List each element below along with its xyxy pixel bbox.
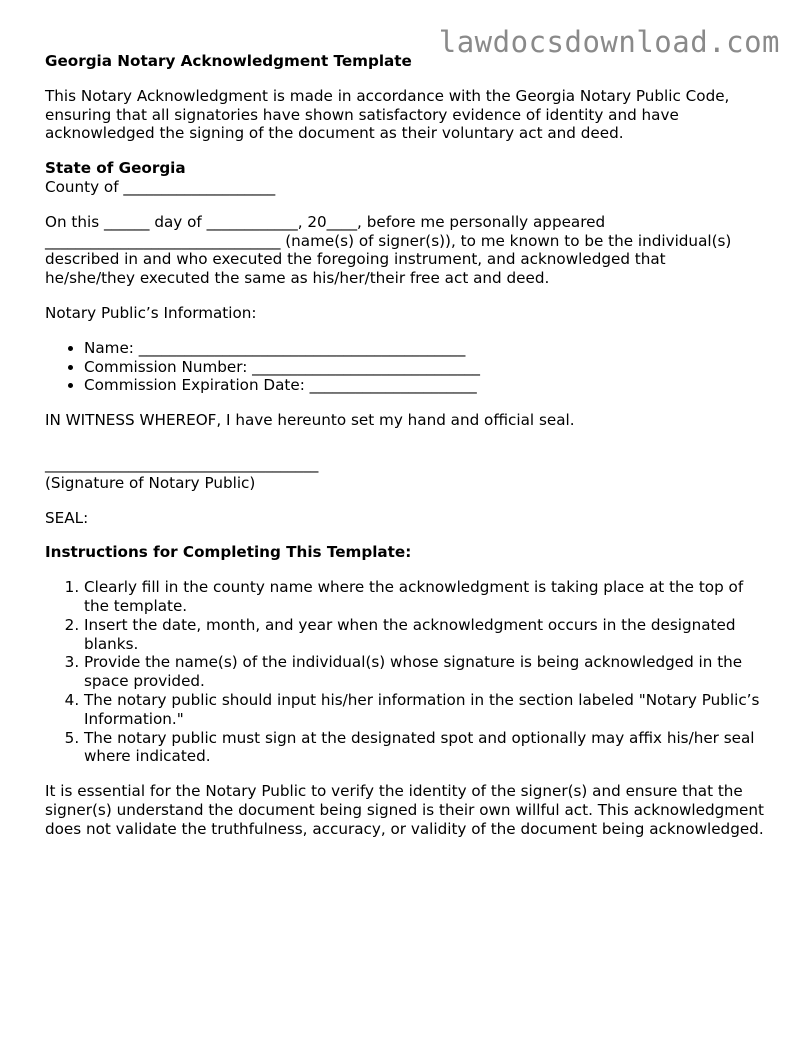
document-title: Georgia Notary Acknowledgment Template [45, 52, 412, 70]
seal-label: SEAL: [45, 508, 89, 527]
venue-block [45, 159, 770, 197]
instructions-list [45, 578, 770, 766]
instruction-item: 5. The notary public must sign at the designated spot and optionally may affix his/her seal where indicated. [84, 729, 770, 767]
notary-info-list [45, 339, 770, 395]
commission-number-item: • Commission Number: ______________________________ [84, 358, 770, 377]
state-heading: State of Georgia [45, 159, 186, 178]
document-body [45, 52, 770, 855]
watermark: lawdocsdownload.com [438, 25, 780, 59]
appearance-line-1: On this ______ day of ____________, 20____, before me personally appeared [45, 212, 606, 231]
instruction-item: 4. The notary public should input his/her information in the section labeled "Notary Public’s Information." [84, 691, 770, 729]
instruction-item: 2. Insert the date, month, and year when the acknowledgment occurs in the designated blanks. [84, 616, 770, 654]
county-line: County of ____________________ [45, 177, 276, 196]
signature-label: (Signature of Notary Public) [45, 473, 256, 492]
notary-name-item: • Name: ___________________________________________ [84, 339, 770, 358]
witness-statement: IN WITNESS WHEREOF, I have hereunto set my hand and official seal. [45, 411, 575, 430]
instruction-item: 1. Clearly fill in the county name where the acknowledgment is taking place at the top of the template. [84, 578, 770, 616]
appearance-line-2: _______________________________ (name(s) of signer(s)), to me known to be the individual(s) [45, 231, 732, 250]
appearance-paragraph [45, 213, 770, 288]
instructions-heading: Instructions for Completing This Template: [45, 543, 412, 562]
intro-paragraph: This Notary Acknowledgment is made in accordance with the Georgia Notary Public Code, ensuring that all signatories have shown satisfactory evidence of identity and have acknowledged the signing of the document as their voluntary act and deed. [45, 86, 730, 143]
signature-block [45, 455, 770, 493]
instruction-item: 3. Provide the name(s) of the individual(s) whose signature is being acknowledged in the space provided. [84, 653, 770, 691]
appearance-line-3: described in and who executed the foregoing instrument, and acknowledged that [45, 250, 666, 269]
appearance-line-4: he/she/they executed the same as his/her/their free act and deed. [45, 269, 550, 288]
commission-expiration-item: • Commission Expiration Date: ______________________ [84, 376, 770, 395]
notary-info-heading: Notary Public’s Information: [45, 303, 257, 322]
closing-paragraph: It is essential for the Notary Public to verify the identity of the signer(s) and ensure that the signer(s) understand the document being signed is their own willful act. This acknowledgment does not validate the truthfulness, accuracy, or validity of the document being acknowledged. [45, 782, 764, 838]
signature-line: ____________________________________ [45, 454, 319, 473]
